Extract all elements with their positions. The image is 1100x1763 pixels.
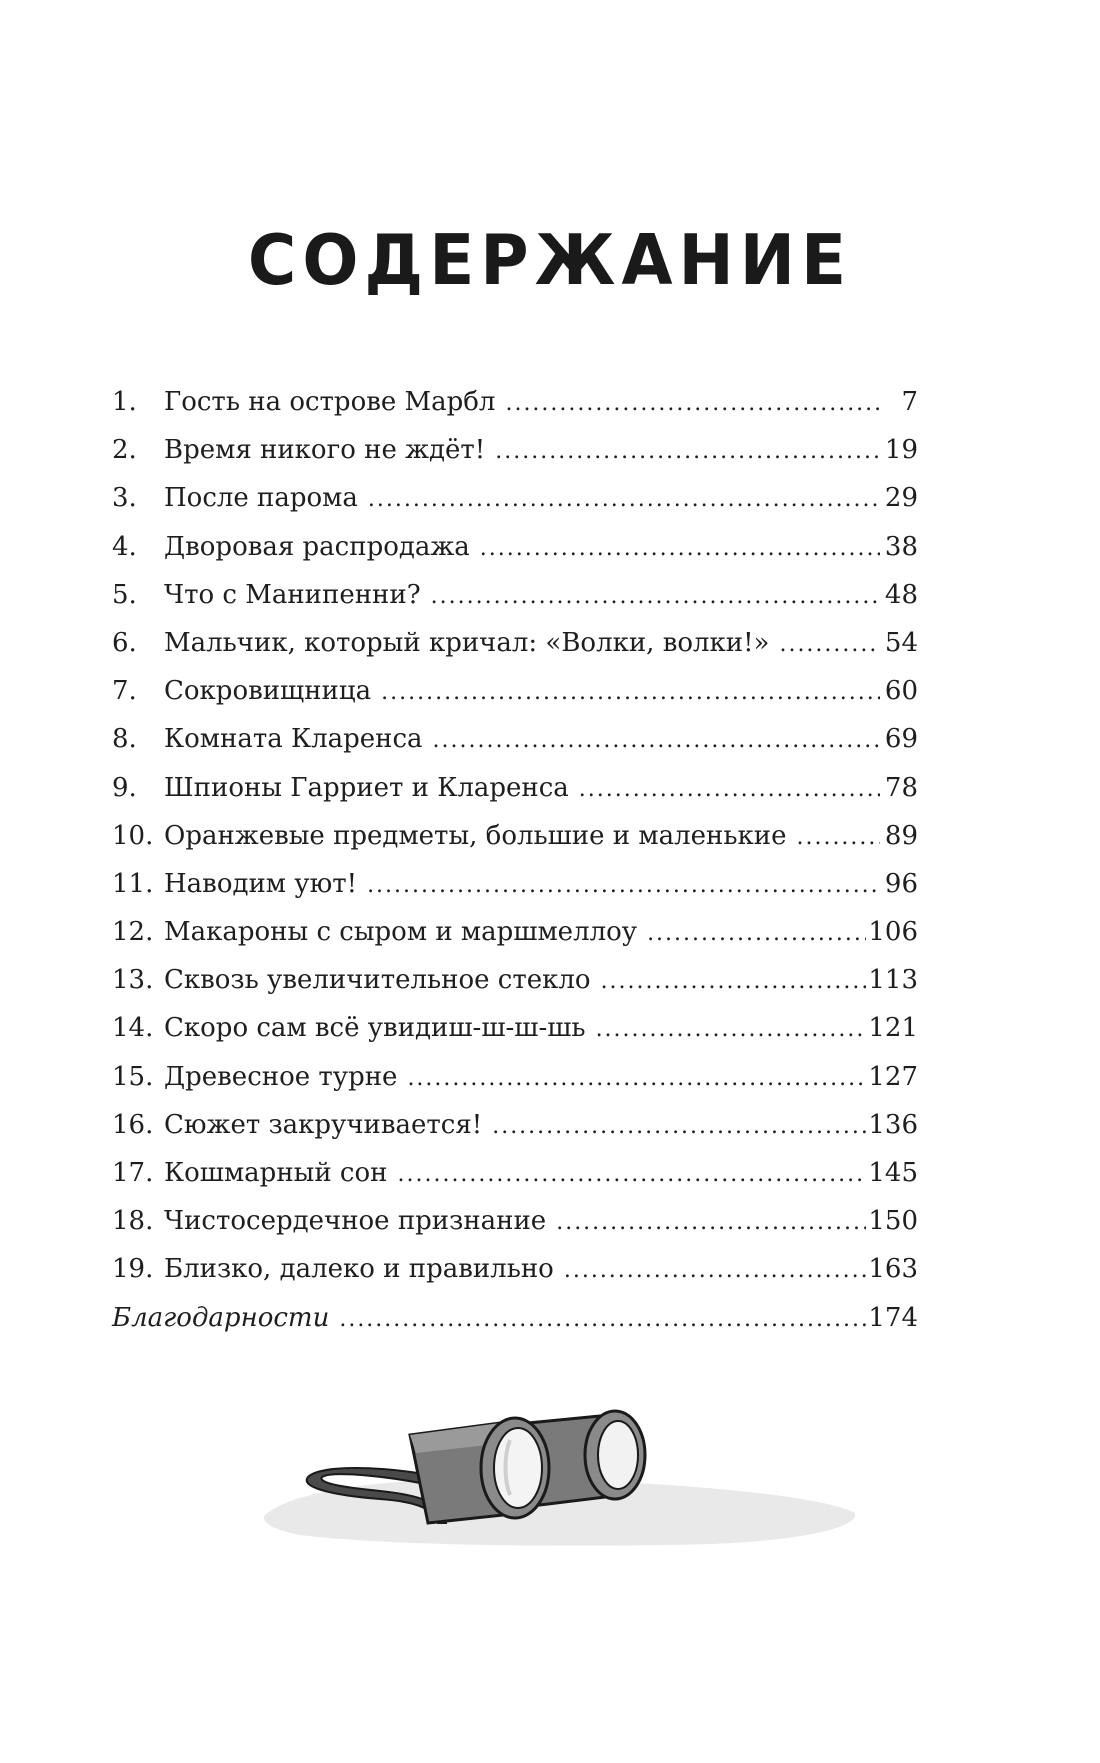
page-number: 136 bbox=[868, 1109, 918, 1140]
dot-leader bbox=[431, 573, 880, 621]
chapter-number: 6. bbox=[112, 627, 137, 658]
toc-row bbox=[112, 523, 918, 571]
page-number: 7 bbox=[901, 387, 918, 417]
toc-row bbox=[112, 378, 918, 426]
dot-leader bbox=[480, 525, 880, 573]
chapter-title: Макароны с сыром и маршмеллоу bbox=[164, 917, 638, 948]
chapter-title: Шпионы Гарриет и Кларенса bbox=[164, 772, 569, 803]
dot-leader bbox=[779, 621, 880, 669]
dot-leader bbox=[407, 1055, 866, 1103]
chapter-number: 17. bbox=[112, 1158, 154, 1188]
chapter-title: Мальчик, который кричал: «Волки, волки!» bbox=[164, 627, 770, 658]
dot-leader bbox=[381, 669, 880, 717]
chapter-title: Сквозь увеличительное стекло bbox=[164, 965, 591, 996]
binoculars-icon bbox=[260, 1395, 860, 1555]
dot-leader bbox=[596, 1006, 867, 1054]
dot-leader bbox=[579, 766, 880, 814]
dot-leader bbox=[367, 862, 880, 910]
page-number: 127 bbox=[868, 1061, 918, 1092]
toc-row bbox=[112, 619, 918, 667]
chapter-number: 12. bbox=[112, 917, 154, 948]
chapter-number: 5. bbox=[112, 579, 137, 610]
page-number: 78 bbox=[884, 772, 918, 803]
toc-row bbox=[112, 667, 918, 715]
page-number: 96 bbox=[884, 868, 918, 899]
toc-row bbox=[112, 426, 918, 474]
chapter-title: Скоро сам всё увидиш-ш-ш-шь bbox=[164, 1013, 586, 1044]
toc-row bbox=[112, 908, 918, 956]
dot-leader bbox=[368, 476, 880, 524]
chapter-title: Кошмарный сон bbox=[164, 1158, 388, 1188]
page-number: 38 bbox=[884, 531, 918, 562]
dot-leader bbox=[505, 380, 880, 428]
toc-row bbox=[112, 1053, 918, 1101]
page-number: 19 bbox=[884, 435, 918, 466]
dot-leader bbox=[433, 717, 880, 765]
page-number: 48 bbox=[884, 579, 918, 610]
dot-leader bbox=[492, 1103, 866, 1151]
dot-leader bbox=[339, 1296, 866, 1344]
dot-leader bbox=[796, 814, 880, 862]
chapter-number: 11. bbox=[112, 868, 154, 899]
table-of-contents bbox=[112, 378, 918, 1342]
chapter-number: 8. bbox=[112, 724, 137, 755]
chapter-number: 14. bbox=[112, 1013, 154, 1044]
chapter-title: Время никого не ждёт! bbox=[164, 435, 486, 466]
page-number: 69 bbox=[884, 724, 918, 755]
chapter-number: 3. bbox=[112, 483, 137, 514]
chapter-number: 4. bbox=[112, 531, 137, 562]
toc-row bbox=[112, 474, 918, 522]
page-title: СОДЕРЖАНИЕ bbox=[247, 220, 853, 301]
page-number: 145 bbox=[868, 1158, 918, 1188]
dot-leader bbox=[647, 910, 866, 958]
chapter-number: 1. bbox=[112, 387, 137, 417]
chapter-number: 18. bbox=[112, 1206, 154, 1237]
dot-leader bbox=[564, 1247, 867, 1295]
toc-row bbox=[112, 1245, 918, 1293]
chapter-title: Дворовая распродажа bbox=[164, 531, 470, 562]
chapter-number: 10. bbox=[112, 820, 154, 851]
chapter-title: Гость на острове Марбл bbox=[164, 387, 496, 417]
toc-row bbox=[112, 764, 918, 812]
page-number: 106 bbox=[868, 917, 918, 948]
toc-row-acknowledgements bbox=[112, 1294, 918, 1342]
toc-row bbox=[112, 1149, 918, 1197]
chapter-number: 16. bbox=[112, 1109, 154, 1140]
chapter-title: Оранжевые предметы, большие и маленькие bbox=[164, 820, 787, 851]
toc-row bbox=[112, 1101, 918, 1149]
toc-row bbox=[112, 715, 918, 763]
chapter-number: 15. bbox=[112, 1061, 154, 1092]
dot-leader bbox=[556, 1199, 866, 1247]
chapter-title: Что с Манипенни? bbox=[164, 579, 421, 610]
chapter-title: Наводим уют! bbox=[164, 868, 358, 899]
chapter-number: 19. bbox=[112, 1254, 154, 1285]
acknowledgements-title: Благодарности bbox=[112, 1302, 330, 1333]
chapter-title: Сокровищница bbox=[164, 676, 372, 707]
dot-leader bbox=[495, 428, 880, 476]
toc-row bbox=[112, 812, 918, 860]
chapter-title: Сюжет закручивается! bbox=[164, 1109, 483, 1140]
chapter-title: После парома bbox=[164, 483, 358, 514]
toc-row bbox=[112, 1004, 918, 1052]
chapter-number: 13. bbox=[112, 965, 154, 996]
toc-row bbox=[112, 860, 918, 908]
toc-row bbox=[112, 956, 918, 1004]
page-number: 174 bbox=[868, 1302, 918, 1333]
chapter-title: Комната Кларенса bbox=[164, 724, 423, 755]
page-number: 113 bbox=[868, 965, 918, 996]
page-number: 54 bbox=[884, 627, 918, 658]
page-number: 163 bbox=[868, 1254, 918, 1285]
chapter-number: 9. bbox=[112, 772, 137, 803]
page-number: 60 bbox=[884, 676, 918, 707]
chapter-title: Чистосердечное признание bbox=[164, 1206, 547, 1237]
chapter-title: Близко, далеко и правильно bbox=[164, 1254, 554, 1285]
chapter-number: 7. bbox=[112, 676, 137, 707]
toc-row bbox=[112, 571, 918, 619]
dot-leader bbox=[601, 958, 867, 1006]
page-number: 29 bbox=[884, 483, 918, 514]
chapter-title: Древесное турне bbox=[164, 1061, 398, 1092]
page-number: 121 bbox=[868, 1013, 918, 1044]
chapter-number: 2. bbox=[112, 435, 137, 466]
dot-leader bbox=[397, 1151, 866, 1199]
page-number: 89 bbox=[884, 820, 918, 851]
toc-row bbox=[112, 1197, 918, 1245]
page-number: 150 bbox=[868, 1206, 918, 1237]
